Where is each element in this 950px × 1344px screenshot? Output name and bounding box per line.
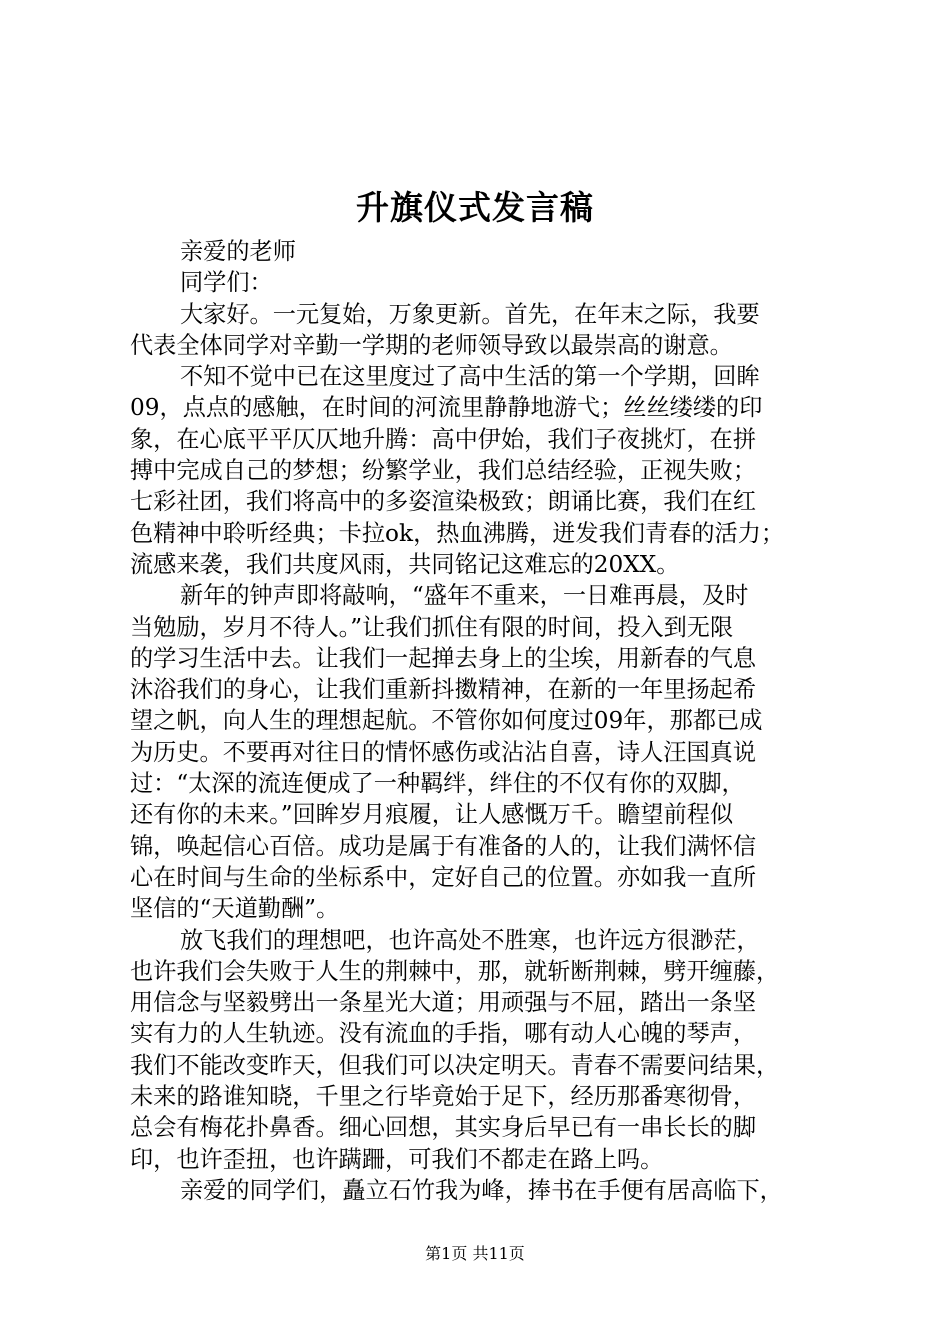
text-line: 望之帆，向人生的理想起航。不管你如何度过09年，那都已成 [130,707,763,735]
text-line: 印，也许歪扭，也许蹒跚，可我们不都走在路上吗。 [130,1145,664,1173]
document-title: 升旗仪式发言稿 [356,188,594,227]
text-line: 09，点点的感触，在时间的河流里静静地游弋；丝丝缕缕的印 [130,394,763,422]
text-line: 锦，唤起信心百倍。成功是属于有准备的人的，让我们满怀信 [130,832,757,860]
text-line: 心在时间与生命的坐标系中，定好自己的位置。亦如我一直所 [130,863,757,891]
text-line: 不知不觉中已在这里度过了高中生活的第一个学期，回眸 [180,363,760,391]
text-line: 当勉励，岁月不待人。”让我们抓住有限的时间，投入到无限 [130,613,734,641]
text-line: 我们不能改变昨天，但我们可以决定明天。青春不需要问结果， [130,1051,780,1079]
text-line: 新年的钟声即将敲响，“盛年不重来，一日难再晨，及时 [180,582,749,610]
page-footer: 第1页 共11页 [425,1244,525,1263]
text-line: 过：“太深的流连便成了一种羁绊，绊住的不仅有你的双脚， [130,770,745,798]
text-line: 代表全体同学对辛勤一学期的老师领导致以最崇高的谢意。 [130,331,733,359]
text-line: 同学们： [180,269,273,297]
text-line: 象，在心底平平仄仄地升腾：高中伊始，我们子夜挑灯，在拼 [130,425,757,453]
text-line: 用信念与坚毅劈出一条星光大道；用顽强与不屈，踏出一条坚 [130,989,757,1017]
text-line: 亲爱的老师 [180,238,296,265]
text-line: 未来的路谁知晓，千里之行毕竟始于足下，经历那番寒彻骨， [130,1083,757,1111]
text-line: 为历史。不要再对往日的情怀感伤或沾沾自喜，诗人汪国真说 [130,738,757,766]
text-line: 七彩社团，我们将高中的多姿渲染极致；朗诵比赛，我们在红 [130,488,757,516]
text-line: 还有你的未来。”回眸岁月痕履，让人感慨万千。瞻望前程似 [130,801,734,829]
text-line: 亲爱的同学们，矗立石竹我为峰，捧书在手便有居高临下， [180,1176,783,1204]
text-line: 的学习生活中去。让我们一起掸去身上的尘埃，用新春的气息 [130,644,757,672]
text-line: 放飞我们的理想吧，也许高处不胜寒，也许远方很渺茫， [180,926,760,954]
text-line: 也许我们会失败于人生的荆棘中，那，就斩断荆棘，劈开缠藤， [130,957,780,985]
text-line: 大家好。一元复始，万象更新。首先，在年末之际，我要 [180,300,760,328]
text-line: 坚信的“天道勤酬”。 [130,895,340,923]
text-line: 搏中完成自己的梦想；纷繁学业，我们总结经验，正视失败； [130,457,757,485]
text-line: 沐浴我们的身心，让我们重新抖擞精神，在新的一年里扬起希 [130,676,757,704]
document-body [130,236,830,1206]
text-line: 流感来袭，我们共度风雨，共同铭记这难忘的20XX。 [130,550,680,578]
text-line: 实有力的人生轨迹。没有流血的手指，哪有动人心魄的琴声， [130,1020,757,1048]
text-line: 总会有梅花扑鼻香。细心回想，其实身后早已有一串长长的脚 [130,1114,757,1142]
text-line: 色精神中聆听经典；卡拉ok，热血沸腾，迸发我们青春的活力； [130,519,785,547]
